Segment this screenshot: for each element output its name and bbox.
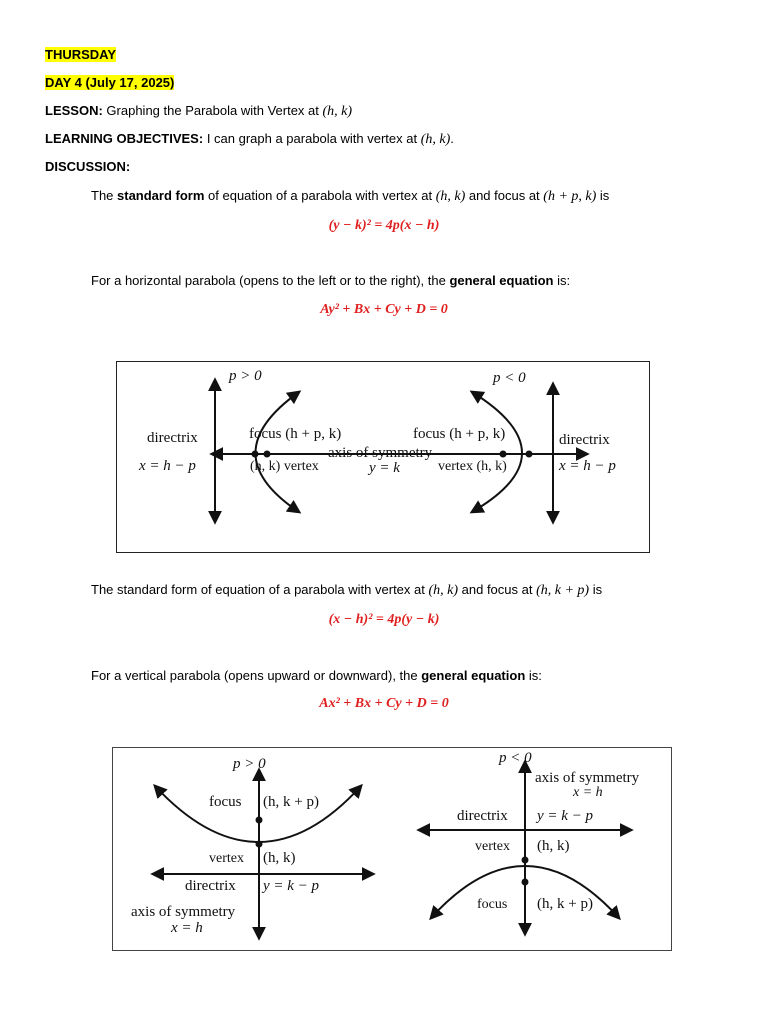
v-left-directrix-eq: y = k − p [263,878,320,894]
horizontal-standard-intro: The standard form of equation of a parabola with vertex at (h, k) and focus at (h + p, k) is [91,188,610,204]
v-right-directrix-label: directrix [457,808,508,824]
h-left-focus-label: focus (h + p, k) [249,426,342,442]
h-right-vertex-label: vertex (h, k) [438,459,507,474]
objectives-suffix: . [450,131,454,146]
h-axis-label: axis of symmetry [328,445,433,461]
h-right-parabola [472,392,522,512]
v-right-condition: p < 0 [499,750,532,766]
v-right-axis-eq: x = h [573,785,603,800]
h-left-condition: p > 0 [229,368,262,384]
objectives-math: (h, k) [420,132,451,147]
v-left-vertex-label: vertex [209,851,244,866]
lesson-text: Graphing the Parabola with Vertex at [106,103,323,118]
horizontal-standard-equation: (y − k)² = 4p(x − h) [328,218,440,233]
v-left-focus-coords: (h, k + p) [263,794,319,810]
h-left-directrix-label: directrix [147,430,198,446]
day-text: THURSDAY [45,47,117,62]
v-left-focus-label: focus [209,794,242,810]
v-left-directrix-label: directrix [185,878,236,894]
v-right-focus-label: focus [477,897,508,912]
h-left-vertex-dot [252,451,259,458]
h-left-vertex-label: (h, k) vertex [250,459,319,474]
h-right-condition: p < 0 [493,370,526,386]
h-right-focus-label: focus (h + p, k) [413,426,506,442]
v-right-vertex-dot [522,857,529,864]
v-right-directrix-eq: y = k − p [537,808,594,824]
h-right-directrix-label: directrix [559,432,610,448]
v-right-axis-label: axis of symmetry [535,770,640,786]
v-right-vertex-label: vertex [475,839,510,854]
h-left-directrix-eq: x = h − p [139,458,196,474]
horizontal-general-intro: For a horizontal parabola (opens to the left or to the right), the general equation is: [91,273,571,288]
v-right-focus-dot [522,879,529,886]
day-label [45,47,116,63]
vertical-general-equation: Ax² + Bx + Cy + D = 0 [319,696,449,711]
horizontal-general-equation: Ay² + Bx + Cy + D = 0 [320,302,448,317]
vertical-standard-intro: The standard form of equation of a parabola with vertex at (h, k) and focus at (h, k + p) is [91,582,603,598]
objectives-line [45,131,454,148]
h-axis-eq: y = k [369,460,400,476]
h-left-parabola [256,392,300,512]
h-right-focus-dot [500,451,507,458]
h-left-focus-dot [264,451,271,458]
v-left-axis-label: axis of symmetry [131,904,236,920]
h-right-directrix-eq: x = h − p [559,458,616,474]
h-right-vertex-dot [526,451,533,458]
vertical-general-intro: For a vertical parabola (opens upward or downward), the general equation is: [91,668,542,683]
vertical-standard-equation: (x − h)² = 4p(y − k) [328,612,440,627]
v-left-vertex-coords: (h, k) [263,850,296,866]
objectives-text: I can graph a parabola with vertex at [206,131,421,146]
lesson-line [45,103,352,120]
v-left-focus-dot [256,817,263,824]
horizontal-parabola-figure [116,361,650,553]
vertical-parabola-figure [112,747,672,951]
lesson-math: (h, k) [322,104,353,119]
v-left-vertex-dot [256,841,263,848]
v-right-vertex-coords: (h, k) [537,838,570,854]
v-left-axis-eq: x = h [171,920,203,936]
date-text: DAY 4 (July 17, 2025) [45,75,175,90]
discussion-heading: DISCUSSION: [45,159,131,174]
lesson-label: LESSON: [45,103,103,118]
v-left-condition: p > 0 [233,756,266,772]
v-right-focus-coords: (h, k + p) [537,896,593,912]
date-label [45,75,174,91]
objectives-label: LEARNING OBJECTIVES: [45,131,204,146]
